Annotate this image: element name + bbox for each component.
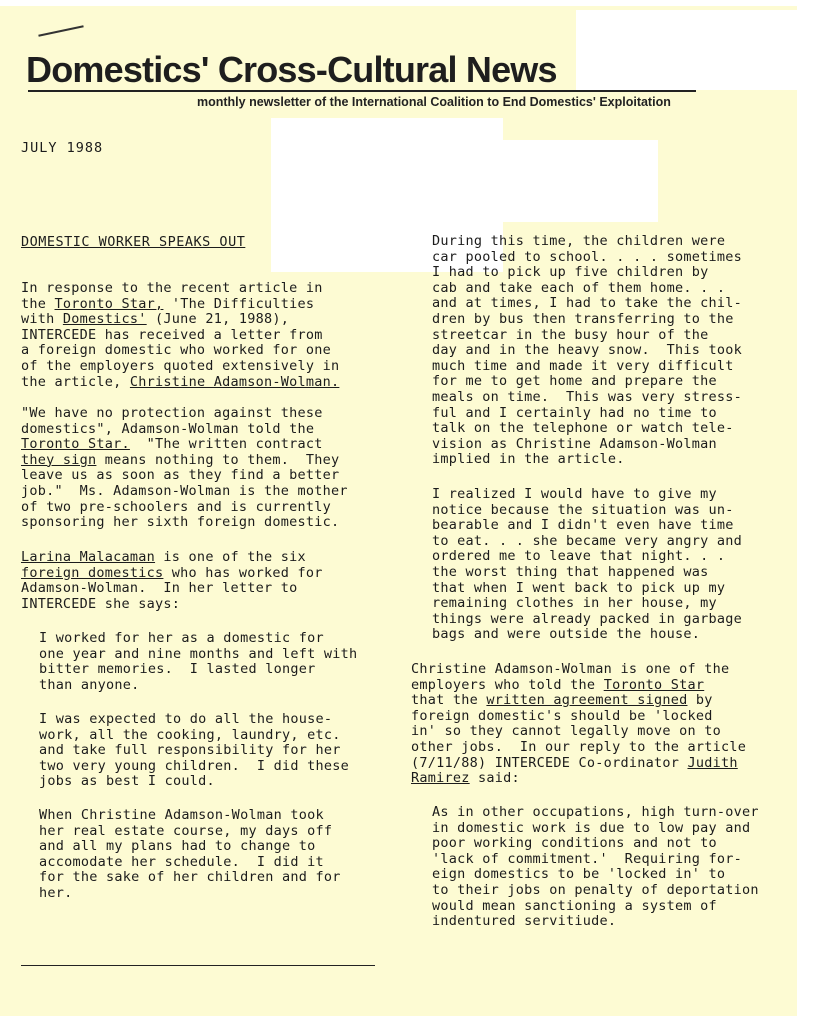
text-line: work, all the cooking, laundry, etc. — [39, 726, 341, 743]
text-run: of the employers quoted extensively in — [21, 357, 340, 374]
text-line — [21, 422, 348, 438]
text-run: Christine Adamson-Wolman is one of the — [411, 661, 730, 677]
underlined-text: Christine Adamson-Wolman. — [129, 373, 340, 390]
text-line — [21, 484, 348, 500]
text-run: who has worked for — [163, 564, 323, 581]
text-line: to eat. . . she became very angry and — [432, 532, 742, 549]
article-headline: DOMESTIC WORKER SPEAKS OUT — [21, 234, 246, 250]
paragraph-quote-employer — [21, 406, 348, 531]
text-line: bitter memories. I lasted longer — [39, 661, 316, 678]
text-line: As in other occupations, high turn-over — [432, 804, 759, 820]
text-run: 'The Difficulties — [163, 295, 315, 312]
masthead-rule — [28, 90, 696, 92]
issue-date: JULY 1988 — [21, 140, 104, 156]
text-line: her. — [39, 884, 73, 901]
text-line: bearable and I didn't even have time — [432, 517, 734, 534]
text-line: and take full responsibility for her — [39, 742, 341, 759]
underlined-text: foreign domestics — [21, 564, 164, 581]
text-line: I was expected to do all the house- — [39, 711, 333, 727]
text-run: (7/11/88) INTERCEDE Co-ordinator — [411, 754, 688, 771]
text-run: means nothing to them. They — [96, 451, 340, 468]
text-line — [411, 756, 746, 772]
text-line: indentured servitiude. — [432, 913, 617, 930]
underlined-text: Toronto Star, — [54, 295, 164, 312]
text-line: eign domestics to be 'locked in' to — [432, 866, 726, 883]
underlined-text: Domestics' — [62, 311, 147, 328]
text-line — [411, 693, 746, 709]
text-line — [411, 709, 746, 725]
text-run: by — [687, 692, 713, 709]
text-line: jobs as best I could. — [39, 773, 215, 790]
text-run: employers who told the — [411, 676, 604, 693]
text-line: day and in the heavy snow. This took — [432, 342, 742, 359]
text-line: dren by bus then transferring to the — [432, 310, 734, 327]
text-line: for me to get home and prepare the — [432, 373, 717, 390]
underlined-text: Ramirez — [411, 770, 470, 787]
text-line: 'lack of commitment.' Requiring for- — [432, 850, 742, 867]
text-run: job." Ms. Adamson-Wolman is the mother — [21, 482, 348, 499]
text-line: for the sake of her children and for — [39, 869, 341, 886]
text-line — [21, 550, 323, 566]
text-line: in domestic work is due to low pay and — [432, 819, 751, 836]
text-run: said: — [469, 770, 520, 787]
text-line — [21, 500, 348, 516]
text-run: domestics", Adamson-Wolman told the — [21, 420, 315, 437]
text-run: other jobs. In our reply to the article — [411, 738, 747, 755]
text-line — [21, 328, 339, 344]
text-line — [21, 359, 339, 375]
text-run: that the — [411, 692, 487, 709]
text-line: implied in the article. — [432, 451, 625, 468]
text-line — [21, 437, 348, 453]
text-run: "We have no protection against these — [21, 405, 323, 421]
text-line: During this time, the children were — [432, 233, 726, 249]
underlined-text: Toronto Star — [603, 676, 705, 693]
text-line: the worst thing that happened was — [432, 563, 709, 580]
text-line — [21, 375, 339, 391]
text-line — [21, 343, 339, 359]
whiteout-top-left-edge — [0, 0, 814, 6]
text-line — [411, 724, 746, 740]
text-line — [21, 581, 323, 597]
whiteout-bottom-edge — [0, 1016, 814, 1024]
text-line — [21, 281, 339, 297]
text-run: leave us as soon as they find a better — [21, 467, 340, 484]
text-run: (June 21, 1988), — [146, 311, 290, 328]
text-line — [21, 406, 348, 422]
letter-excerpt-4 — [432, 234, 742, 468]
text-line: things were already packed in garbage — [432, 610, 742, 627]
text-line — [21, 515, 348, 531]
text-run: a foreign domestic who worked for one — [21, 342, 331, 359]
text-line: streetcar in the busy hour of the — [432, 326, 709, 343]
text-line: cab and take each of them home. . . — [432, 279, 726, 296]
text-line — [411, 662, 746, 678]
paragraph-intro — [21, 281, 339, 390]
text-line — [21, 566, 323, 582]
underlined-text: written agreement signed — [486, 692, 688, 709]
letter-excerpt-2 — [39, 712, 349, 790]
reply-quote-ramirez — [432, 805, 759, 930]
whiteout-right-edge — [797, 0, 814, 1024]
text-line: ful and I certainly had no time to — [432, 404, 717, 421]
letter-excerpt-3 — [39, 808, 341, 902]
text-run: foreign domestic's should be 'locked — [411, 707, 713, 724]
underlined-text: they sign — [21, 451, 97, 468]
underlined-text: Judith — [687, 754, 738, 771]
text-line: I realized I would have to give my — [432, 486, 717, 502]
text-line: her real estate course, my days off — [39, 822, 333, 839]
masthead-title: Domestics' Cross-Cultural News — [26, 49, 557, 90]
pen-stroke-mark — [38, 25, 83, 37]
whiteout-center-block-2 — [503, 140, 658, 222]
text-run: sponsoring her sixth foreign domestic. — [21, 514, 340, 531]
text-line — [411, 771, 746, 787]
text-line: much time and made it very difficult — [432, 357, 734, 374]
text-run: In response to the recent article in — [21, 280, 323, 296]
paragraph-larina — [21, 550, 323, 612]
text-run: the — [21, 295, 55, 312]
text-run: "The written contract — [129, 436, 323, 453]
text-line: would mean sanctioning a system of — [432, 897, 717, 914]
text-line: two very young children. I did these — [39, 757, 349, 774]
masthead-subtitle: monthly newsletter of the International Coalition to End Domestics' Exploitation — [197, 95, 671, 109]
text-line — [21, 297, 339, 313]
text-line: meals on time. This was very stress- — [432, 388, 742, 405]
text-line: poor working conditions and not to — [432, 835, 717, 852]
text-line: that when I went back to pick up my — [432, 579, 726, 596]
text-line: vision as Christine Adamson-Wolman — [432, 435, 717, 452]
text-line: car pooled to school. . . . sometimes — [432, 248, 742, 265]
underlined-text: Larina Malacaman — [21, 549, 156, 565]
text-line — [411, 678, 746, 694]
text-run: INTERCEDE has received a letter from — [21, 326, 323, 343]
footer-rule — [21, 965, 375, 966]
text-line: and at times, I had to take the chil- — [432, 295, 742, 312]
text-line — [21, 312, 339, 328]
text-line — [411, 740, 746, 756]
whiteout-top-right — [576, 10, 814, 90]
text-line: bags and were outside the house. — [432, 626, 701, 643]
text-line: accomodate her schedule. I did it — [39, 853, 324, 870]
paragraph-intercede-reply — [411, 662, 746, 787]
text-run: in' so they cannot legally move on to — [411, 723, 721, 740]
text-run: the article, — [21, 373, 130, 390]
text-line: I worked for her as a domestic for — [39, 630, 324, 646]
text-line: When Christine Adamson-Wolman took — [39, 807, 324, 823]
underlined-text: Toronto Star. — [21, 436, 130, 453]
text-line: talk on the telephone or watch tele- — [432, 420, 734, 437]
text-line: notice because the situation was un- — [432, 501, 734, 518]
text-line: and all my plans had to change to — [39, 838, 316, 855]
text-line: to their jobs on penalty of deportation — [432, 881, 759, 898]
text-line: one year and nine months and left with — [39, 645, 358, 662]
letter-excerpt-5 — [432, 487, 742, 643]
text-run: Adamson-Wolman. In her letter to — [21, 580, 298, 597]
text-line — [21, 597, 323, 613]
text-line: I had to pick up five children by — [432, 264, 709, 281]
text-line: ordered me to leave that night. . . — [432, 548, 726, 565]
text-line — [21, 453, 348, 469]
text-run: with — [21, 311, 63, 328]
text-run: is one of the six — [155, 549, 306, 565]
text-run: INTERCEDE she says: — [21, 595, 181, 612]
text-line: remaining clothes in her house, my — [432, 595, 717, 612]
text-line: than anyone. — [39, 676, 140, 693]
text-line — [21, 468, 348, 484]
text-run: of two pre-schoolers and is currently — [21, 498, 331, 515]
letter-excerpt-1 — [39, 631, 357, 693]
